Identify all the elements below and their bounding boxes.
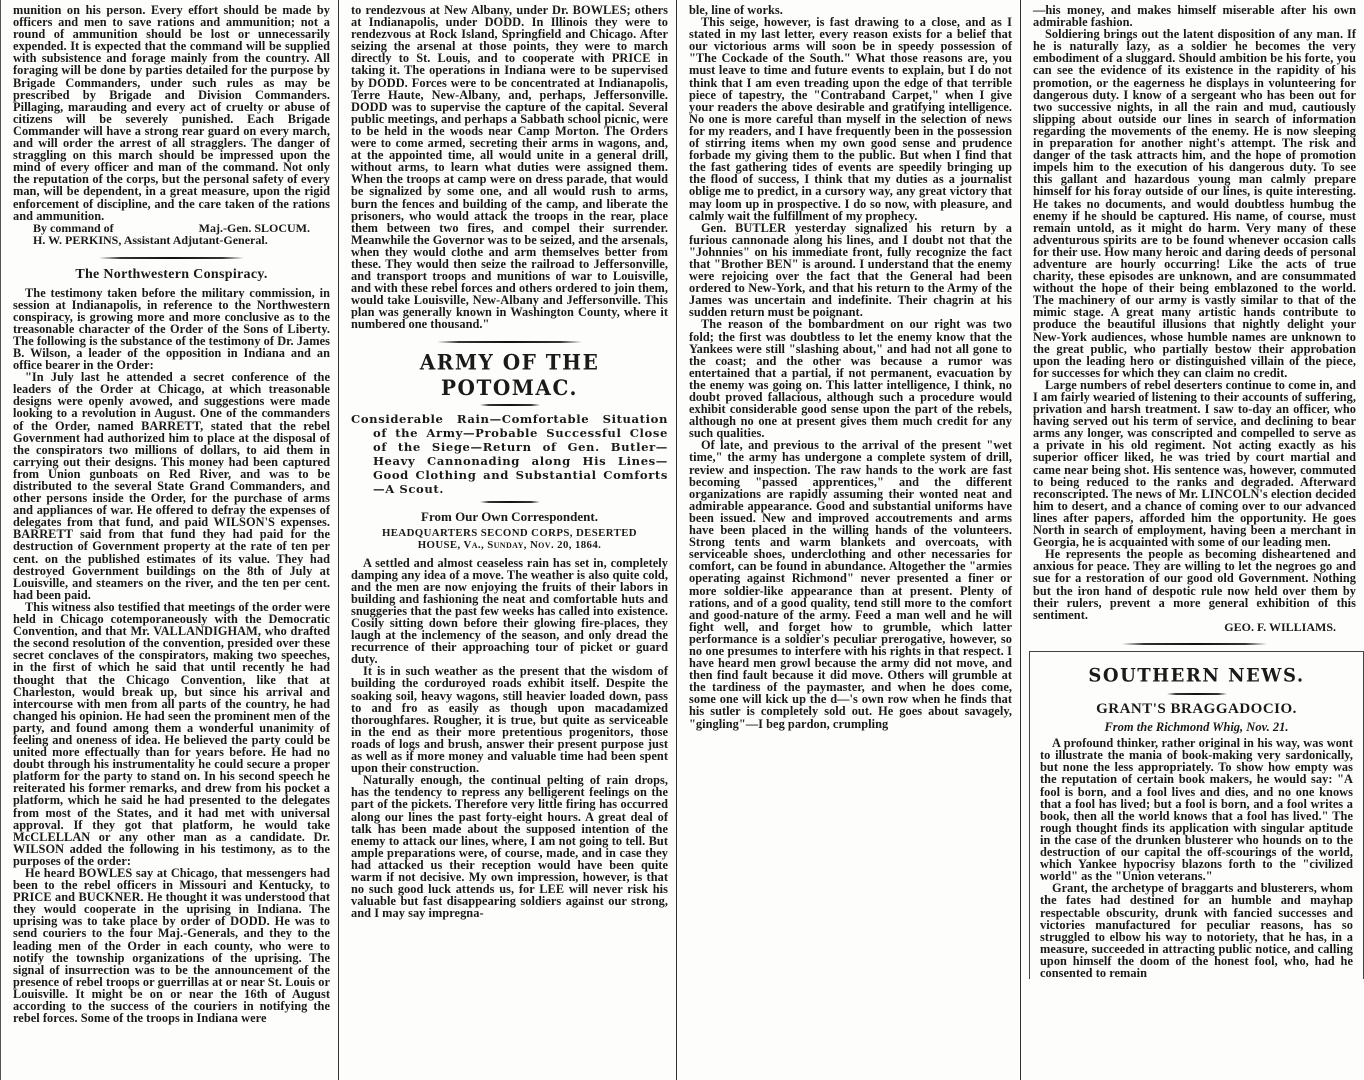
article-paragraph: He heard BOWLES say at Chicago, that messengers had been to the rebel officers in Missouri and Kentucky, to PRICE and BUCKNER. He thought it was understood that they would cooperate in the uprising in Indiana. The uprising was to take place by order of DODD. He was to send couriers to the four Maj.-Generals, and they to the leading men of the Order in each county, who were to notify the township organizations of the uprising. The signal of insurrection was to be the announcement of the presence of rebel troops or guerrillas at or near St. Louis or Louisville. It might be on or near the 16th of August according to the success of the couriers in notifying the rebel forces. Some of the troops in Indiana were: [13, 866, 330, 1026]
article-subhead: GRANT'S BRAGGADOCIO.: [1096, 701, 1297, 718]
section-headline: SOUTHERN NEWS.: [1088, 664, 1305, 687]
section-divider: [99, 257, 244, 259]
section-divider: [1122, 643, 1267, 645]
headline-divider: [480, 404, 540, 406]
continued-paragraph: ble, line of works.: [689, 3, 783, 17]
correspondent-line: From Our Own Correspondent.: [421, 508, 598, 524]
article-paragraph: "In July last he attended a secret conference of the leaders of the Order at Chicago, at which treasonable designs were openly avowed, and suggestions were made looking to a revolution in August. One of the commanders of the Order, named BARRETT, stated that the rebel Government had authorized him to place at the disposal of the conspirators two millions of dollars, to aid them in carrying out their designs. This money had been captured from Union gunboats on Red River, and was to be distributed to the several State Grand Commanders, and other persons inside the Order, for the purchase of arms and appliances of war. He offered to defray the expenses of delegates from that fund, and paid WILSON'S expenses. BARRETT said from that fund they had paid for the destruction of Government property at the rate of ten per cent. on the published estimates of its value. They had destroyed Government buildings on the 8th of July at Louisville, and steamers on the river, and the ten per cent. had been paid.: [13, 370, 330, 602]
dateline-line-2: HOUSE, Va., Sunday, Nov. 20, 1864.: [417, 538, 602, 551]
article-headline: ARMY OF THE POTOMAC.: [419, 349, 600, 400]
article-paragraph: Gen. BUTLER yesterday signalized his return by a furious cannonade along his lines, and I doubt not that the "Johnnies" on his immediate front, fully recognize the fact that "Brother BEN" is around. I understand that the enemy were rejoicing over the fact that the General had been ordered to New-York, and that his return to the Army of the James was uncertain and indefinite. Their chagrin at his sudden return must be poignant.: [689, 220, 1012, 320]
order-text: munition on his person. Every effort should be made by officers and men to save rations and ammunition; not a round of ammunition should be lost or unnecessarily expended. It is expected that the command will be supplied with subsistence and forage mainly from the country. All foraging will be done by parties detailed for the purpose by Brigade Commanders, under such rules as may be prescribed by Brigade and Division Commanders. Pillaging, marauding and every act of cruelty or abuse of citizens will be severely punished. Each Brigade Commander will have a strong rear guard on every march, and will order the arrest of all stragglers. The danger of straggling on this march should be impressed upon the mind of every officer and man of the command. Not only the reputation of the corps, but the personal safety of every man, will be dependent, in a great measure, upon the rigid enforcement of discipline, and the care taken of the rations and ammunition.: [13, 3, 330, 223]
article-paragraph: Soldiering brings out the latent disposition of any man. If he is naturally lazy, as a soldier he becomes the very embodiment of a sluggard. Should ambition be his forte, you can see the evidence of its existence in the rapidity of his promotion, or the eagerness he displays in volunteering for dangerous duty. I know of a sergeant who has been out for two successive nights, in all the rain and mud, cautiously slipping about outside our lines in search of information regarding the movements of the enemy. He is now sleeping in preparation for another night's attempt. The risk and danger of the task attracts him, and the hope of promotion impels him to the execution of his dangerous duty. To see this gallant and hazardous young man calmly prepare himself for his foray outside of our lines, is quite interesting. He takes no documents, and would doubtless humbug the enemy if he should be captured. His name, of course, must remain untold, as it might do harm. Very many of these adventurous spirits are to be found whenever occasion calls for their use. How many heroic and daring deeds of personal adventure are hourly occurring! Like the acts of true charity, these episodes are unknown, and are consummated without the hope of their being emblazoned to the world. The machinery of our army is vastly similar to that of the mimic stage. A great many artistic hands contribute to produce the beautiful illusions that nightly delight your New-York audiences, whose humble names are unknown to the great public, who partially bestow their approbation upon the leading hero or distinguished villain of the piece, for successes for which they can claim no credit.: [1033, 27, 1356, 380]
article-paragraph: The reason of the bombardment on our right was two fold; the first was doubtless to let the enemy know that the Yankees were still "slashing about," and had not all gone to the coast; and the other was because a rumor was entertained that a partial, if not permanent, evacuation by the enemy was going on. This latter intelligence, I think, no doubt proved fallacious, although such a procedure would exhibit considerable good sense upon the part of the rebels, although no one at present gives them much credit for any such qualities.: [689, 317, 1012, 441]
article-headline: The Northwestern Conspiracy.: [75, 266, 268, 282]
continued-paragraph: to rendezvous at New Albany, under Dr. BOWLES; others at Indianapolis, under DODD. In Illinois they were to rendezvous at Rock Island, Springfield and Chicago. After seizing the arsenal at those points, they were to march directly to St. Louis, and to cooperate with PRICE in taking it. The operations in Indiana were to be supervised by DODD. Forces were to be concentrated at Indianapolis, Terre Haute, New-Albany, and, perhaps, Jeffersonville. DODD was to supervise the capture of the capital. Several public meetings, and perhaps a Sabbath school picnic, were to be held in the woods near Camp Morton. The Orders were to come armed, secreting their arms in wagons, and, at the appointed time, all would unite in a general drill, without arms, to learn what duties were assigned them. When the troops at camp were on dress parade, that would be signalized by some one, and all would rush to arms, burn the fences and building of the camp, and liberate the prisoners, who would attack the troops in the rear, place them between two fires, and compel their surrender. Meanwhile the Governor was to be seized, and the arsenals, when they would clothe and arm themselves better from these. They would then seize the railroad to Jeffersonville, and transport troops and munitions of war to Louisville, and with these rebel forces and others ordered to join them, would take Louisville, New-Albany and Jeffersonville. This plan was generally known in Washington County, where it numbered one thousand.": [351, 3, 668, 332]
column-1: [0, 0, 338, 1080]
article-paragraph: This witness also testified that meetings of the order were held in Chicago cotemporaneously with the Democratic Convention, and that Mr. VALLANDIGHAM, who drafted the second resolution of the convention, presided over these secret conclaves of the conspirators, making two speeches, in the first of which he said that until recently he had thought that the Chicago Convention, like that at Charleston, would break up, but since his arrival and intercourse with men from all parts of the country, he had changed his opinion. He had seen the prominent men of the party, and found among them a wonderful unanimity of feeling and oneness of idea. He believed the party could be united more effectually than for years before. He had no doubt through his instrumentality he could secure a proper platform for the party to stand on. In his second speech he reiterated his former remarks, and drew from his pocket a platform, which he said he had presented to the delegates from most of the States, and it had met with universal approval. If they got that platform, he would take McCLELLAN or any other man as a candidate. Dr. WILSON added the following in his testimony, as to the purposes of the order:: [13, 599, 330, 868]
column-3: [676, 0, 1020, 1080]
column-2: [338, 0, 676, 1080]
article-paragraph: He represents the people as becoming disheartened and anxious for peace. They are willing to let the negroes go and sue for a restoration of our good old Government. Nothing but the iron hand of despotic rule now held over them by their rulers, prevent a more general exhibition of this sentiment.: [1033, 547, 1356, 622]
article-deck: Considerable Rain—Comfortable Situation of the Army—Probable Successful Close of the Siege—Return of Gen. Butler—Heavy Cannonading along His Lines—Good Clothing and Substantial Comforts—A Scout.: [351, 411, 668, 496]
article-paragraph: Large numbers of rebel deserters continue to come in, and I am fairly wearied of listening to their accounts of suffering, privation and harsh treatment. I saw to-day an officer, who having served out his term of service, and declining to bear arms any longer, was conscripted and compelled to serve as a private in his old regiment. Not acting exactly as his superior officer liked, he was tried by court martial and came near being shot. His sentence was, however, commuted to being reduced to the ranks and degraded. Afterward reconscripted. The news of Mr. LINCOLN's election decided him to desert, and a chance of coming over to our advanced lines after papers, afforded him the opportunity. He goes North in search of employment, having been a merchant in Georgia, he is acquainted with some of our leading men.: [1033, 377, 1356, 550]
article-paragraph: It is in such weather as the present that the wisdom of building the corduroyed roads exhibit itself. Despite the soaking soil, heavy wagons, still heavier loaded down, pass to and fro as easily as though upon macadamized thoroughfares. Rougher, it is true, but quite as serviceable in the end as their more pretentious progenitors, those roads of logs and brush, answer their present purpose just as well as if more money and valuable time had been spent upon their construction.: [351, 664, 668, 776]
article-paragraph: A profound thinker, rather original in his way, was wont to illustrate the mania of book-making very sardonically, but none the less appropriately. To show how empty was the reputation of certain book makers, he would say: "A fool is born, and a fool lives and dies, and no one knows that a fool has lived; but a fool is born, and a fool writes a book, then all the world knows that a fool has lived." The rough thought finds its application with singular aptitude in the case of the drunken blusterer who hounds on to the destruction of our capital the off-scourings of the world, which Yankee hypocrisy blazons forth to the "civilized world" as the "Union veterans.": [1040, 736, 1353, 884]
deck-divider: [480, 501, 540, 503]
dateline-line-1: HEADQUARTERS SECOND CORPS, DESERTED: [381, 526, 638, 539]
author-signature: GEO. F. WILLIAMS.: [1224, 619, 1336, 634]
article-paragraph: Of late, and previous to the arrival of the present "wet time," the army has undergone a complete system of drill, review and inspection. The raw hands to the work are fast becoming "passed apprentices," and the different organizations are rapidly assuming their wonted neat and admirable appearance. Good and substantial uniforms have been issued. New and improved accoutrements and arms have been placed in the willing hands of the volunteers. Strong tents and warm blankets and overcoats, with serviceable shoes, underclothing and other necessaries for comfort, can be found in abundance. Altogether the "armies operating against Richmond" never presented a finer or more soldier-like appearance than at present. Plenty of rations, and of a good quality, tend still more to the comfort and good-nature of the army. Feed a man well and he will fight well, and forget how to grumble, which latter performance is a soldier's peculiar prerogative, however, so no one presumes to interfere with his rights in that respect. I have heard men growl because the army did not move, and then find fault because it did move. Others will grumble at the tardiness of the paymaster, and when he does come, some one will kick up the d—'s own row when he finds that his sutler is completely sold out. He goes about savagely, "gingling"—I beg pardon, crumpling: [689, 438, 1012, 731]
article-paragraph: A settled and almost ceaseless rain has set in, completely damping any idea of a move. The weather is also quite cold, and the men are now enjoying the fruits of their labors in building and fashioning the neat and comfortable huts and snuggeries that the past few weeks has called into existence. Cosily sitting down before their glowing fire-places, they laugh at the inclemency of the season, and only dread the recurrence of their approaching tour of picket or guard duty.: [351, 555, 668, 667]
article-source: From the Richmond Whig, Nov. 21.: [1104, 720, 1289, 735]
article-paragraph: This seige, however, is fast drawing to a close, and as I stated in my last letter, every reason exists for a belief that our victorious arms will soon be in speedy possession of "The Cockade of the South." What those reasons are, you must leave to time and future events to explain, but I do not think that I am even treading upon the edge of that terrible piece of tapestry, the "Contraband Carpet," when I give your readers the above desirable and gratifying intelligence. No one is more careful than myself in the selection of news for my readers, and I have frequently been in the possession of stirring items when my own good sense and prudence forbade my giving them to the public. But when I find that the fast gathering tides of events are speedily bringing up the flood of success, I think that my duties as a journalist oblige me to predict, in a cursory way, any great victory that may loom up in prospective. I do so now, with pleasure, and calmly wait the fulfillment of my prophecy.: [689, 15, 1012, 223]
article-paragraph: The testimony taken before the military commission, in session at Indianapolis, in reference to the Northwestern conspiracy, is growing more and more conclusive as to the treasonable character of the Order of the Sons of Liberty. The following is the substance of the testimony of Dr. James B. Wilson, a leader of the opposition in Indiana and an office bearer in the Order:: [13, 285, 330, 373]
adjutant-signature: H. W. PERKINS, Assistant Adjutant-General.: [33, 233, 268, 248]
by-command-label: By command of: [33, 220, 114, 235]
headline-divider: [1167, 693, 1227, 695]
section-divider: [437, 341, 582, 343]
southern-news-section: [1029, 651, 1364, 979]
article-paragraph: Grant, the archetype of braggarts and blusterers, whom the fates had destined for an humble and mayhap respectable obscurity, drunk with fancied successes and victories manufactured for peculiar reasons, has so struggled to elbow his way to notoriety, that he has, in a measure, succeeded in attracting public notice, and calling upon himself the doom of the honest fool, who, had he consented to remain: [1040, 881, 1353, 980]
column-4: [1020, 0, 1364, 1080]
article-paragraph: Naturally enough, the continual pelting of rain drops, has the tendency to repress any belligerent feelings on the part of the pickets. Therefore very little firing has occurred along our lines the past forty-eight hours. A great deal of talk has been made about the supposed intention of the enemy to attack our lines, where, I am not going to tell. But ample preparations were, of course, made, and in case they had attacked us their reception would have been quite warm if not decisive. My own impression, however, is that no such good luck attends us, for LEE will never risk his valuable but fast disappearing soldiers against our strong, and I may say impregna-: [351, 773, 668, 921]
dateline: [351, 527, 668, 551]
continued-paragraph: —his money, and makes himself miserable after his own admirable fashion.: [1033, 3, 1356, 30]
general-signature: Maj.-Gen. SLOCUM.: [198, 220, 310, 235]
